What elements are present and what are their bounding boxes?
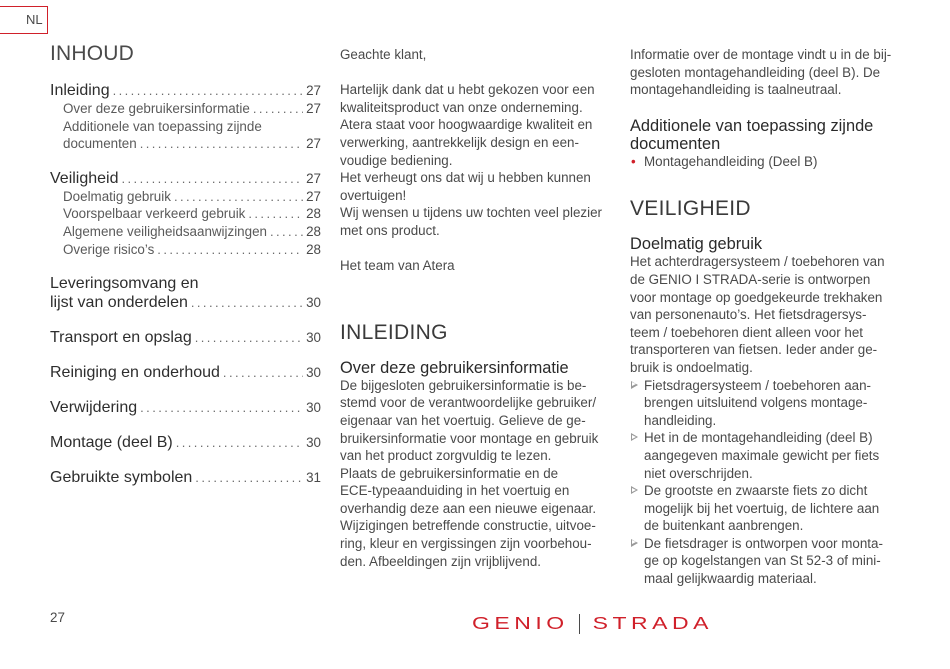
toc-subentry[interactable] <box>50 205 321 223</box>
toc-leader-dots <box>223 363 303 382</box>
toc-entry-page: 27 <box>306 170 321 186</box>
toc-entry-label: Verwijdering <box>50 399 138 417</box>
intro-line: Hartelijk dank dat u hebt gekozen voor een <box>340 82 595 98</box>
list-item-line: Fietsdragersysteem / toebehoren aan- <box>644 377 872 393</box>
toc-leader-dots <box>176 433 303 452</box>
list-item-line: niet overschrijden. <box>644 465 753 481</box>
list-item <box>630 482 903 535</box>
brand-logo-strada: STRADA <box>592 613 713 633</box>
toc-leader-dots <box>195 328 303 347</box>
toc-leader-dots <box>140 135 303 153</box>
section-title-inleiding: INLEIDING <box>340 320 448 344</box>
body-line: eigenaar van het voertuig. Gelieve de ge- <box>340 412 586 428</box>
toc-entry-page: 27 <box>306 83 321 98</box>
toc-subentry-page: 27 <box>306 101 321 116</box>
table-of-contents <box>50 40 321 503</box>
intro-line: Atera staat voor hoogwaardige kwaliteit en <box>340 117 593 133</box>
body-line: ECE-typeaanduiding in het voertuig en <box>340 483 570 499</box>
list-item-line: ge op kogelstangen van St 52-3 of mini- <box>644 553 881 569</box>
toc-entry-label: Inleiding <box>50 82 110 99</box>
brand-logo-genio: GENIO <box>472 613 569 633</box>
triangle-bullet-icon <box>631 433 638 441</box>
list-item <box>630 153 903 171</box>
toc-entry-label: lijst van onderdelen <box>50 294 188 312</box>
toc-group-inleiding <box>50 81 321 153</box>
list-item-text: Montagehandleiding (Deel B) <box>644 153 818 169</box>
toc-subentry-page: 27 <box>306 188 321 204</box>
body-line: bruik is ondoelmatig. <box>630 359 753 375</box>
toc-leader-dots <box>253 100 303 118</box>
triangle-bullet-icon <box>631 539 638 547</box>
intro-line: kwaliteitsproduct van onze onderneming. <box>340 99 583 115</box>
toc-entry-page: 31 <box>306 470 321 486</box>
toc-entry-page: 30 <box>306 295 321 311</box>
intro-line: met ons product. <box>340 222 440 238</box>
signoff: Het team van Atera <box>340 258 455 274</box>
intro-line: verwerking, aantrekkelijk design en een- <box>340 134 579 150</box>
toc-entry[interactable] <box>50 468 321 487</box>
toc-subentry[interactable] <box>50 188 321 206</box>
list-item-line: brengen uitsluitend volgens montage- <box>644 395 868 411</box>
toc-entry-page: 30 <box>306 330 321 346</box>
body-line: Plaats de gebruikersinformatie en de <box>340 465 559 481</box>
toc-group-symbolen <box>50 468 321 487</box>
body-line: overhandig deze aan een nieuwe eigenaar. <box>340 500 597 516</box>
body-line: de GENIO I STRADA-serie is ontworpen <box>630 271 871 287</box>
toc-subentry-page: 28 <box>306 206 321 222</box>
toc-entry-label: Montage (deel B) <box>50 434 173 452</box>
toc-subentry-label: Algemene veiligheidsaanwijzingen <box>63 223 267 239</box>
list-item-line: mogelijk bij het voertuig, de lichtere aan <box>644 500 880 516</box>
toc-title: INHOUD <box>50 42 135 65</box>
toc-entry-label: Transport en opslag <box>50 329 192 347</box>
body-line: van personenauto’s. Het fietsdragersys- <box>630 307 867 323</box>
toc-leader-dots <box>191 293 303 312</box>
body-line: gesloten montagehandleiding (deel B). De <box>630 64 881 80</box>
body-line: Wijzigingen betreffende constructie, uitvoe- <box>340 518 596 534</box>
toc-group-reiniging <box>50 363 321 382</box>
toc-group-verwijdering <box>50 398 321 417</box>
toc-group-transport <box>50 328 321 347</box>
list-item-line: handleiding. <box>644 412 717 428</box>
subsection-title: Over deze gebruikersinformatie <box>340 358 569 377</box>
list-item-line: De grootste en zwaarste fiets zo dicht <box>644 483 868 499</box>
list-item <box>630 377 903 430</box>
toc-entry-label: Veiligheid <box>50 169 119 187</box>
toc-subentry-label: Voorspelbaar verkeerd gebruik <box>63 206 246 222</box>
subsection-title: Additionele van toepassing zijnde <box>630 116 874 135</box>
toc-leader-dots <box>195 468 303 487</box>
intro-line: Wij wensen u tijdens uw tochten veel plezier <box>340 205 602 221</box>
toc-group-montage <box>50 433 321 452</box>
body-line: den. Afbeeldingen zijn vrijblijvend. <box>340 553 541 569</box>
toc-leader-dots <box>157 241 303 259</box>
language-tab: NL <box>0 6 48 34</box>
list-item-line: maal gelijkwaardig materiaal. <box>644 571 817 587</box>
rules-list <box>630 377 903 588</box>
body-line: ring, kleur en vergissingen zijn voorbehou- <box>340 536 592 552</box>
intro-line: overtuigen! <box>340 187 407 203</box>
toc-entry[interactable] <box>50 398 321 417</box>
toc-subentry-label: Doelmatig gebruik <box>63 188 171 204</box>
toc-entry-line[interactable]: Leveringsomvang en <box>50 275 199 293</box>
column-right <box>630 46 903 588</box>
body-line: bruikersinformatie voor montage en gebruik <box>340 430 599 446</box>
toc-entry[interactable] <box>50 169 321 188</box>
toc-subentry[interactable] <box>50 135 321 153</box>
toc-entry[interactable] <box>50 81 321 100</box>
intro-line: Het verheugt ons dat wij u hebben kunnen <box>340 170 591 186</box>
toc-entry-page: 30 <box>306 400 321 416</box>
toc-subentry-label: documenten <box>63 136 137 152</box>
toc-leader-dots <box>248 205 303 223</box>
brand-divider <box>579 614 580 634</box>
toc-entry[interactable] <box>50 293 321 312</box>
toc-subentry-page: 28 <box>306 241 321 257</box>
greeting: Geachte klant, <box>340 47 427 62</box>
toc-entry-page: 30 <box>306 435 321 451</box>
brand-logo <box>472 610 713 637</box>
toc-entry-label: Gebruikte symbolen <box>50 469 193 487</box>
bullet-dot-icon: • <box>631 153 636 169</box>
list-item <box>630 535 903 588</box>
toc-entry-page: 30 <box>306 365 321 381</box>
body-line: Het achterdragersysteem / toebehoren van <box>630 254 885 270</box>
toc-subentry-label: Overige risico’s <box>63 241 155 257</box>
toc-subentry[interactable] <box>50 100 321 118</box>
list-item-line: aangegeven maximale gewicht per fiets <box>644 447 880 463</box>
toc-leader-dots <box>140 398 303 417</box>
triangle-bullet-icon <box>631 381 638 389</box>
body-line: van het product zorgvuldig te lezen. <box>340 448 552 464</box>
toc-subentry[interactable] <box>50 241 321 259</box>
toc-leader-dots <box>113 81 303 100</box>
toc-leader-dots <box>270 223 303 241</box>
column-middle <box>340 46 613 570</box>
toc-subentry[interactable] <box>50 223 321 241</box>
intro-line: voudige bediening. <box>340 152 453 168</box>
toc-entry-label: Reiniging en onderhoud <box>50 364 220 382</box>
toc-subentry-label: Over deze gebruikersinformatie <box>63 101 250 116</box>
toc-entry[interactable] <box>50 433 321 452</box>
list-item-line: de buitenkant aanbrengen. <box>644 518 804 534</box>
subsection-title: documenten <box>630 134 721 153</box>
toc-leader-dots <box>174 188 303 206</box>
documents-list <box>630 153 903 171</box>
triangle-bullet-icon <box>631 486 638 494</box>
subsection-title: Doelmatig gebruik <box>630 235 763 254</box>
body-line: stemd voor de verantwoordelijke gebruiker/ <box>340 395 597 411</box>
toc-subentry-line[interactable]: Additionele van toepassing zijnde <box>63 118 262 134</box>
body-line: voor montage op goedgekeurde trekhaken <box>630 289 883 305</box>
toc-subentry-page: 27 <box>306 136 321 152</box>
list-item-line: Het in de montagehandleiding (deel B) <box>644 430 873 446</box>
page-number: 27 <box>50 610 65 625</box>
toc-entry[interactable] <box>50 363 321 382</box>
body-line: transporteren van fietsen. Ieder ander ge- <box>630 342 878 358</box>
toc-leader-dots <box>122 169 304 188</box>
list-item <box>630 429 903 482</box>
section-title-veiligheid: VEILIGHEID <box>630 197 751 221</box>
list-item-line: De fietsdrager is ontworpen voor monta- <box>644 535 883 551</box>
toc-entry[interactable] <box>50 328 321 347</box>
toc-group-leveringsomvang <box>50 274 321 312</box>
toc-subentry-page: 28 <box>306 223 321 239</box>
body-line: montagehandleiding is taalneutraal. <box>630 82 842 98</box>
toc-group-veiligheid <box>50 169 321 258</box>
body-line: De bijgesloten gebruikersinformatie is be- <box>340 377 587 393</box>
body-line: teem / toebehoren dient alleen voor het <box>630 324 864 340</box>
body-line: Informatie over de montage vindt u in de bij- <box>630 47 892 62</box>
